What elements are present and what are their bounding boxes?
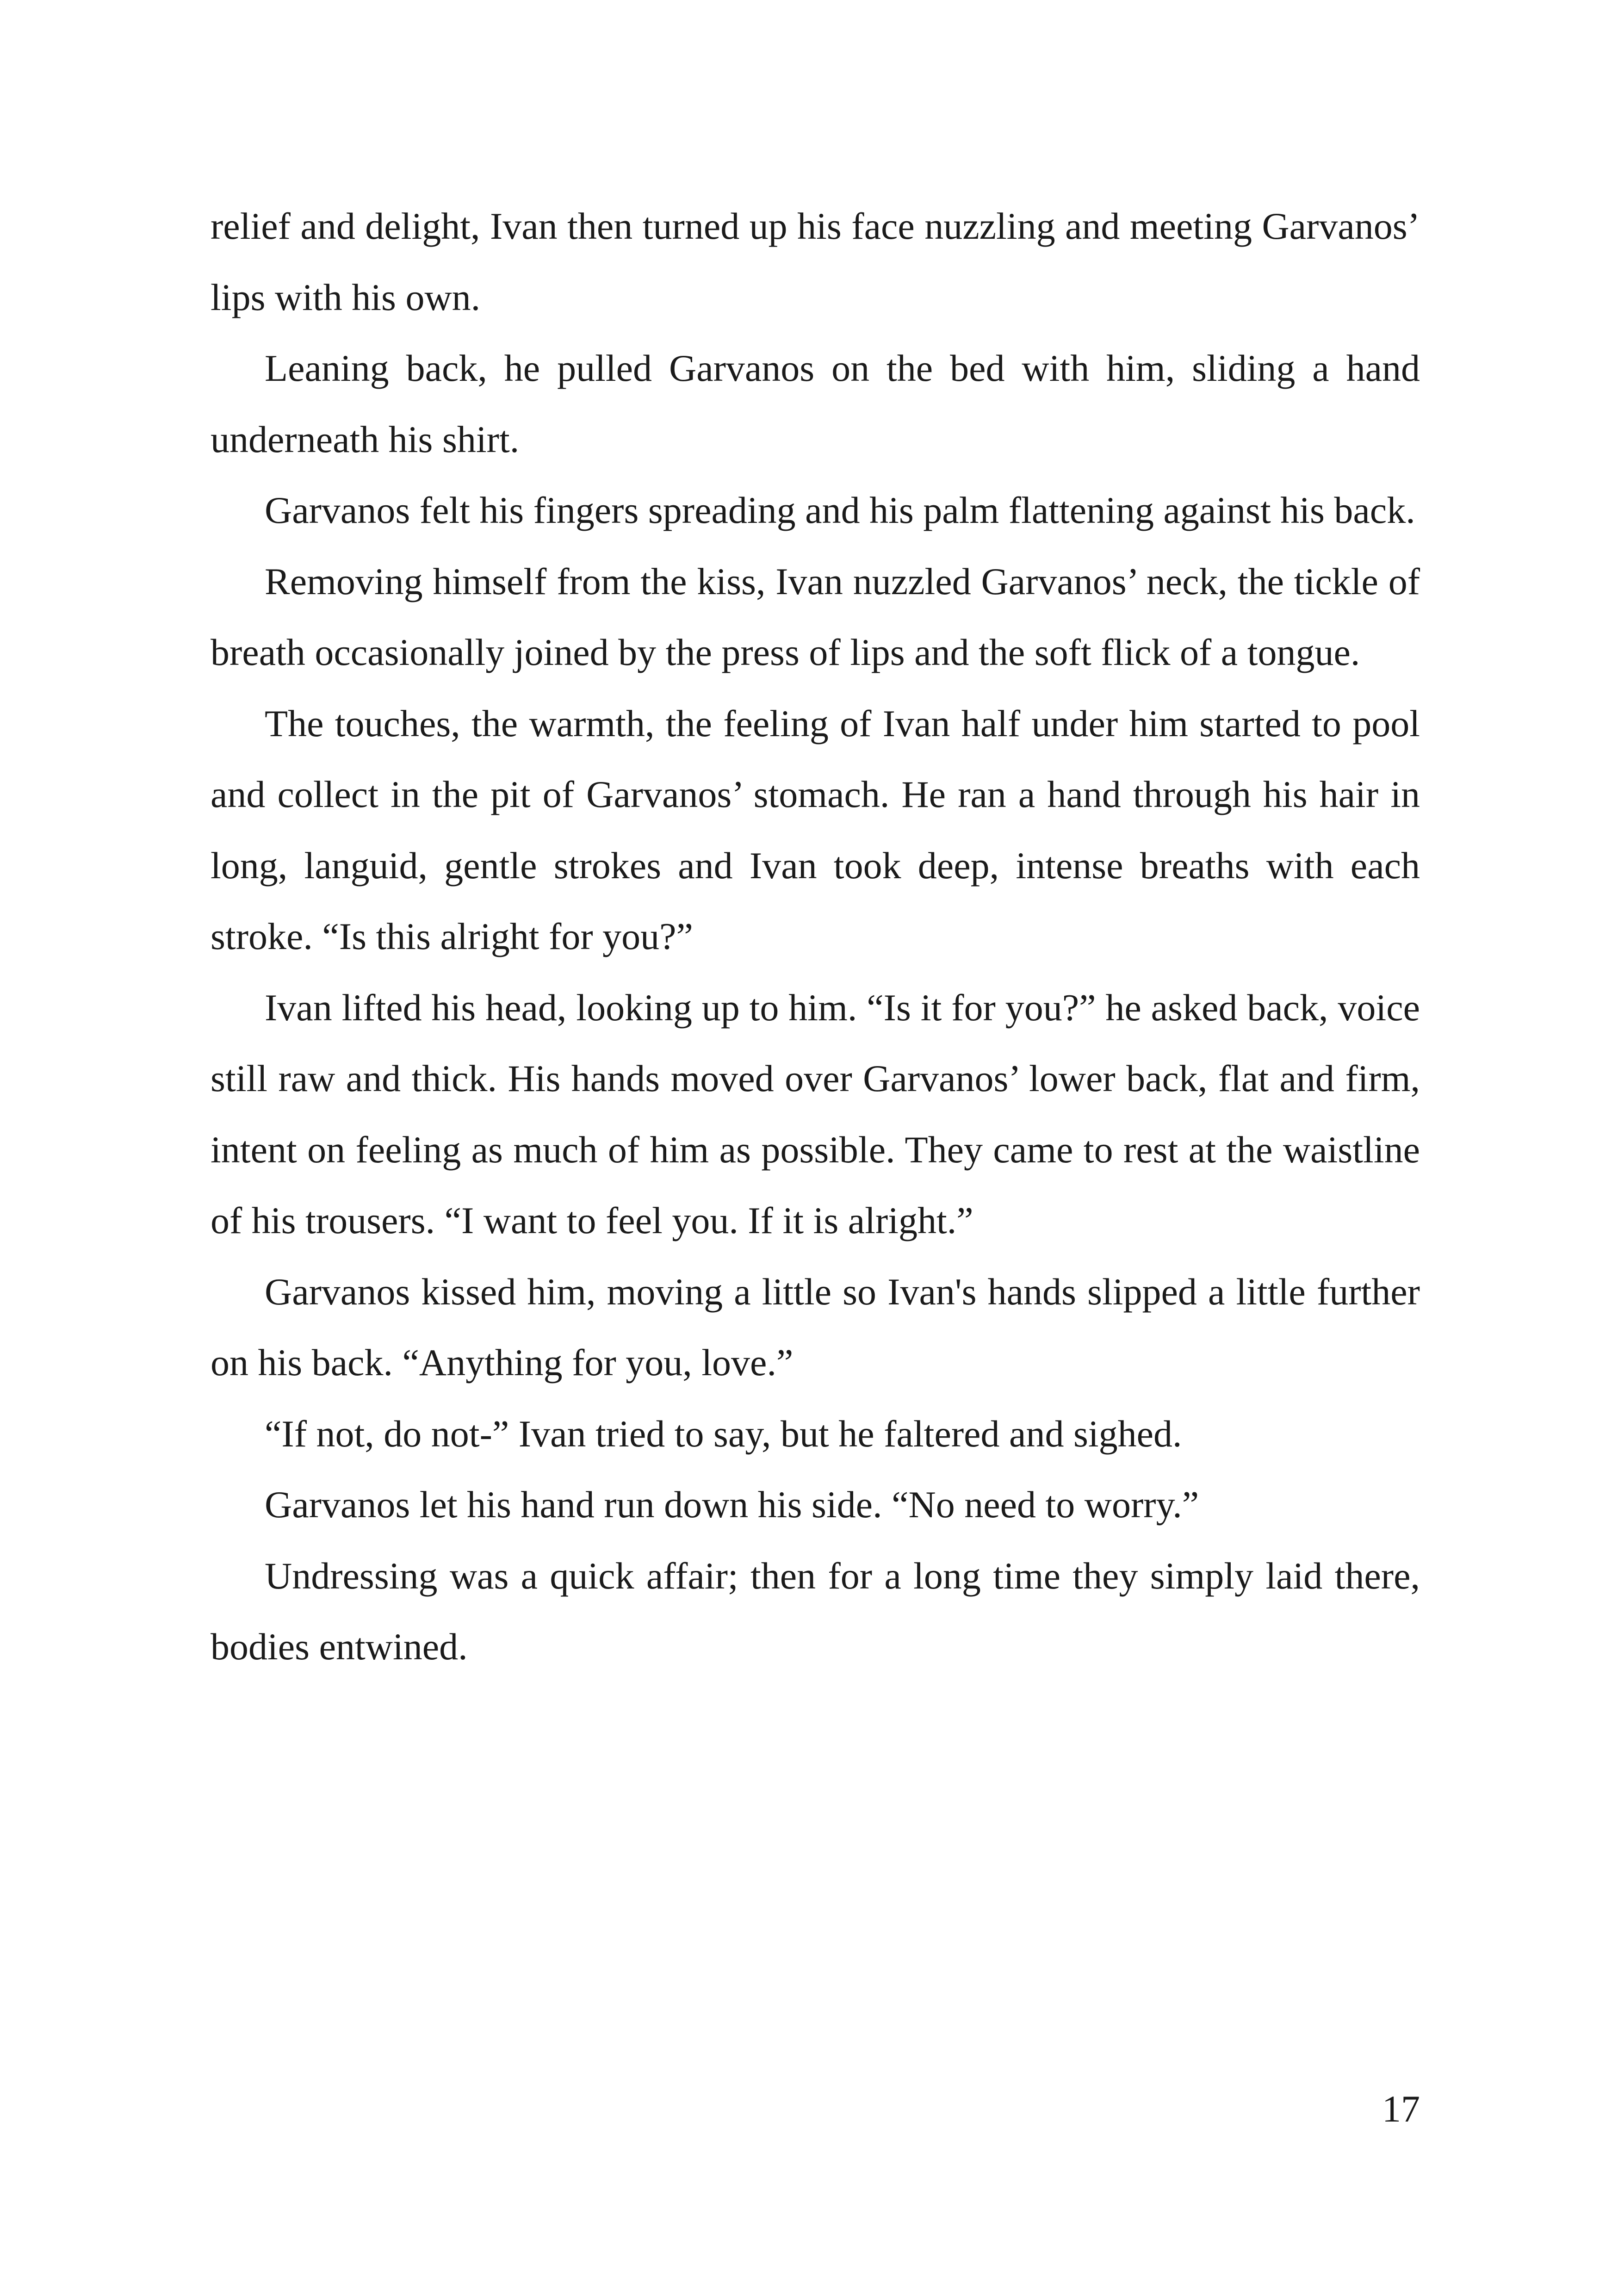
page-number: 17 [1382, 2088, 1420, 2130]
paragraph: Garvanos let his hand run down his side. “No need to worry.” [265, 1483, 1199, 1526]
paragraph: Undressing was a quick affair; then for a long time they simply laid there, bodies entwined. [211, 1554, 1420, 1668]
paragraph: Removing himself from the kiss, Ivan nuzzled Garvanos’ neck, the tickle of breath occasionally joined by the press of lips and the soft flick of a tongue. [211, 560, 1420, 673]
body-text [211, 191, 1420, 1682]
paragraph: “If not, do not-” Ivan tried to say, but he faltered and sighed. [265, 1412, 1182, 1455]
paragraph: relief and delight, Ivan then turned up his face nuzzling and meeting Garvanos’ lips with his own. [211, 205, 1420, 318]
paragraph: Ivan lifted his head, looking up to him. “Is it for you?” he asked back, voice still raw and thick. His hands moved over Garvanos’ lower back, flat and firm, intent on feeling as much of him as possible. They came to rest at the waistline of his trousers. “I want to feel you. If it is alright.” [211, 986, 1420, 1241]
paragraph: Leaning back, he pulled Garvanos on the bed with him, sliding a hand underneath his shirt. [211, 347, 1420, 460]
paragraph: Garvanos kissed him, moving a little so Ivan's hands slipped a little further on his back. “Anything for you, love.” [211, 1270, 1420, 1384]
paragraph: Garvanos felt his fingers spreading and his palm flattening against his back. [265, 489, 1415, 531]
paragraph: The touches, the warmth, the feeling of Ivan half under him started to pool and collect in the pit of Garvanos’ stomach. He ran a hand through his hair in long, languid, gentle strokes and Ivan took deep, intense breaths with each stroke. “Is this alright for you?” [211, 702, 1420, 957]
